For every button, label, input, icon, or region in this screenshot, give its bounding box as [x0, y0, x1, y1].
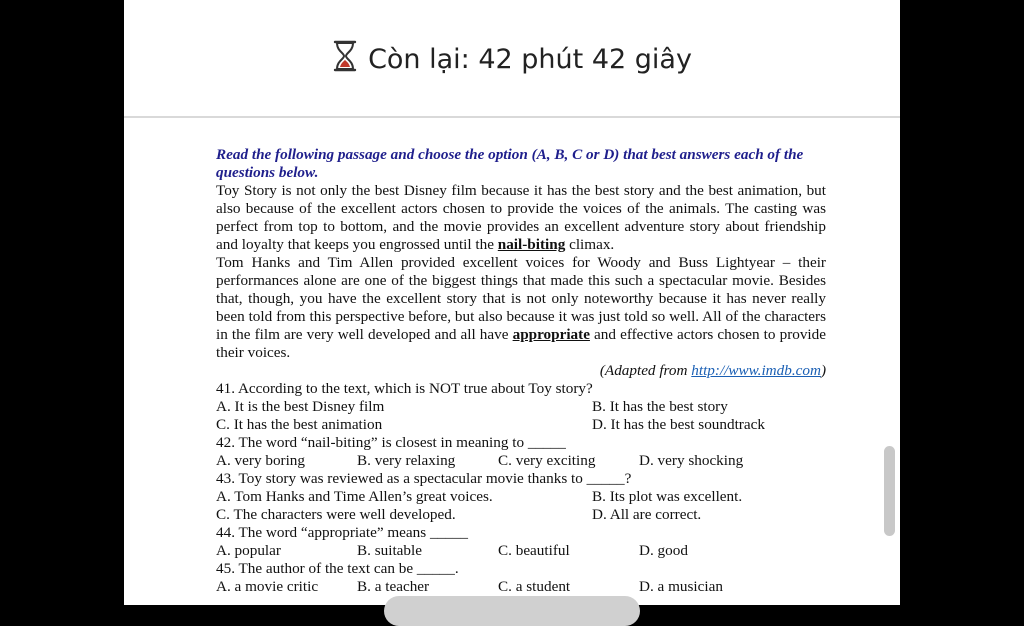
option-43-b[interactable]: B. Its plot was excellent.: [592, 488, 743, 505]
question-44: 44. The word “appropriate” means _____: [216, 524, 468, 541]
options-42: [216, 452, 826, 470]
options-43-row-1: [216, 488, 826, 506]
option-42-a[interactable]: A. very boring: [216, 452, 305, 469]
option-42-c[interactable]: C. very exciting: [498, 452, 596, 469]
option-44-c[interactable]: C. beautiful: [498, 542, 570, 559]
options-45: [216, 578, 826, 596]
option-44-d[interactable]: D. good: [639, 542, 688, 559]
option-45-b[interactable]: B. a teacher: [357, 578, 430, 595]
source-link[interactable]: http://www.imdb.com: [691, 362, 821, 379]
countdown-timer: [124, 40, 900, 75]
option-44-b[interactable]: B. suitable: [357, 542, 422, 559]
underlined-word-nail-biting: nail-biting: [497, 236, 566, 253]
source-citation: (Adapted from http://www.imdb.com): [599, 362, 826, 379]
option-43-a[interactable]: A. Tom Hanks and Time Allen’s great voices.: [216, 488, 493, 505]
option-41-b[interactable]: B. It has the best story: [592, 398, 728, 415]
bottom-overlay-pill[interactable]: [384, 596, 640, 626]
options-41-row-2: [216, 416, 826, 434]
timer-label: Còn lại: 42 phút 42 giây: [368, 44, 692, 75]
question-43: 43. Toy story was reviewed as a spectacular movie thanks to _____?: [216, 470, 632, 487]
underlined-word-appropriate: appropriate: [512, 326, 590, 343]
option-42-b[interactable]: B. very relaxing: [357, 452, 456, 469]
option-43-d[interactable]: D. All are correct.: [592, 506, 702, 523]
passage-paragraph-2: Tom Hanks and Tim Allen provided excellent voices for Woody and Buss Lightyear – their performances alone are one of the biggest things that made this such a spectacular movie. Besides that, though, you have the excellent story that is not only noteworthy because it has never really been told from this perspective before, but also because it was just told so well. All of the characters in the film are very well developed and all have appropriate and effective actors chosen to provide their voices.: [216, 254, 826, 361]
passage-paragraph-1: Toy Story is not only the best Disney film because it has the best story and the best animation, but also because of the excellent actors chosen to provide the voices of the animals. The casting was perfect from top to bottom, and the movie provides an excellent adventure story about friendship and loyalty that keeps you engrossed until the nail-biting climax.: [216, 182, 826, 253]
option-44-a[interactable]: A. popular: [216, 542, 281, 559]
option-41-a[interactable]: A. It is the best Disney film: [216, 398, 385, 415]
option-41-c[interactable]: C. It has the best animation: [216, 416, 383, 433]
question-42: 42. The word “nail-biting” is closest in meaning to _____: [216, 434, 566, 451]
timer-header: [124, 0, 900, 118]
scrollbar-thumb[interactable]: [884, 446, 895, 536]
question-41: 41. According to the text, which is NOT true about Toy story?: [216, 380, 593, 397]
options-44: [216, 542, 826, 560]
option-41-d[interactable]: D. It has the best soundtrack: [592, 416, 765, 433]
option-43-c[interactable]: C. The characters were well developed.: [216, 506, 456, 523]
exam-page: [124, 0, 900, 605]
question-content: [216, 146, 826, 596]
options-43-row-2: [216, 506, 826, 524]
option-42-d[interactable]: D. very shocking: [639, 452, 744, 469]
instruction-text: Read the following passage and choose the option (A, B, C or D) that best answers each of the questions below.: [216, 146, 804, 181]
option-45-d[interactable]: D. a musician: [639, 578, 723, 595]
options-41-row-1: [216, 398, 826, 416]
hourglass-icon: [332, 40, 358, 72]
option-45-c[interactable]: C. a student: [498, 578, 571, 595]
option-45-a[interactable]: A. a movie critic: [216, 578, 319, 595]
question-45: 45. The author of the text can be _____.: [216, 560, 459, 577]
